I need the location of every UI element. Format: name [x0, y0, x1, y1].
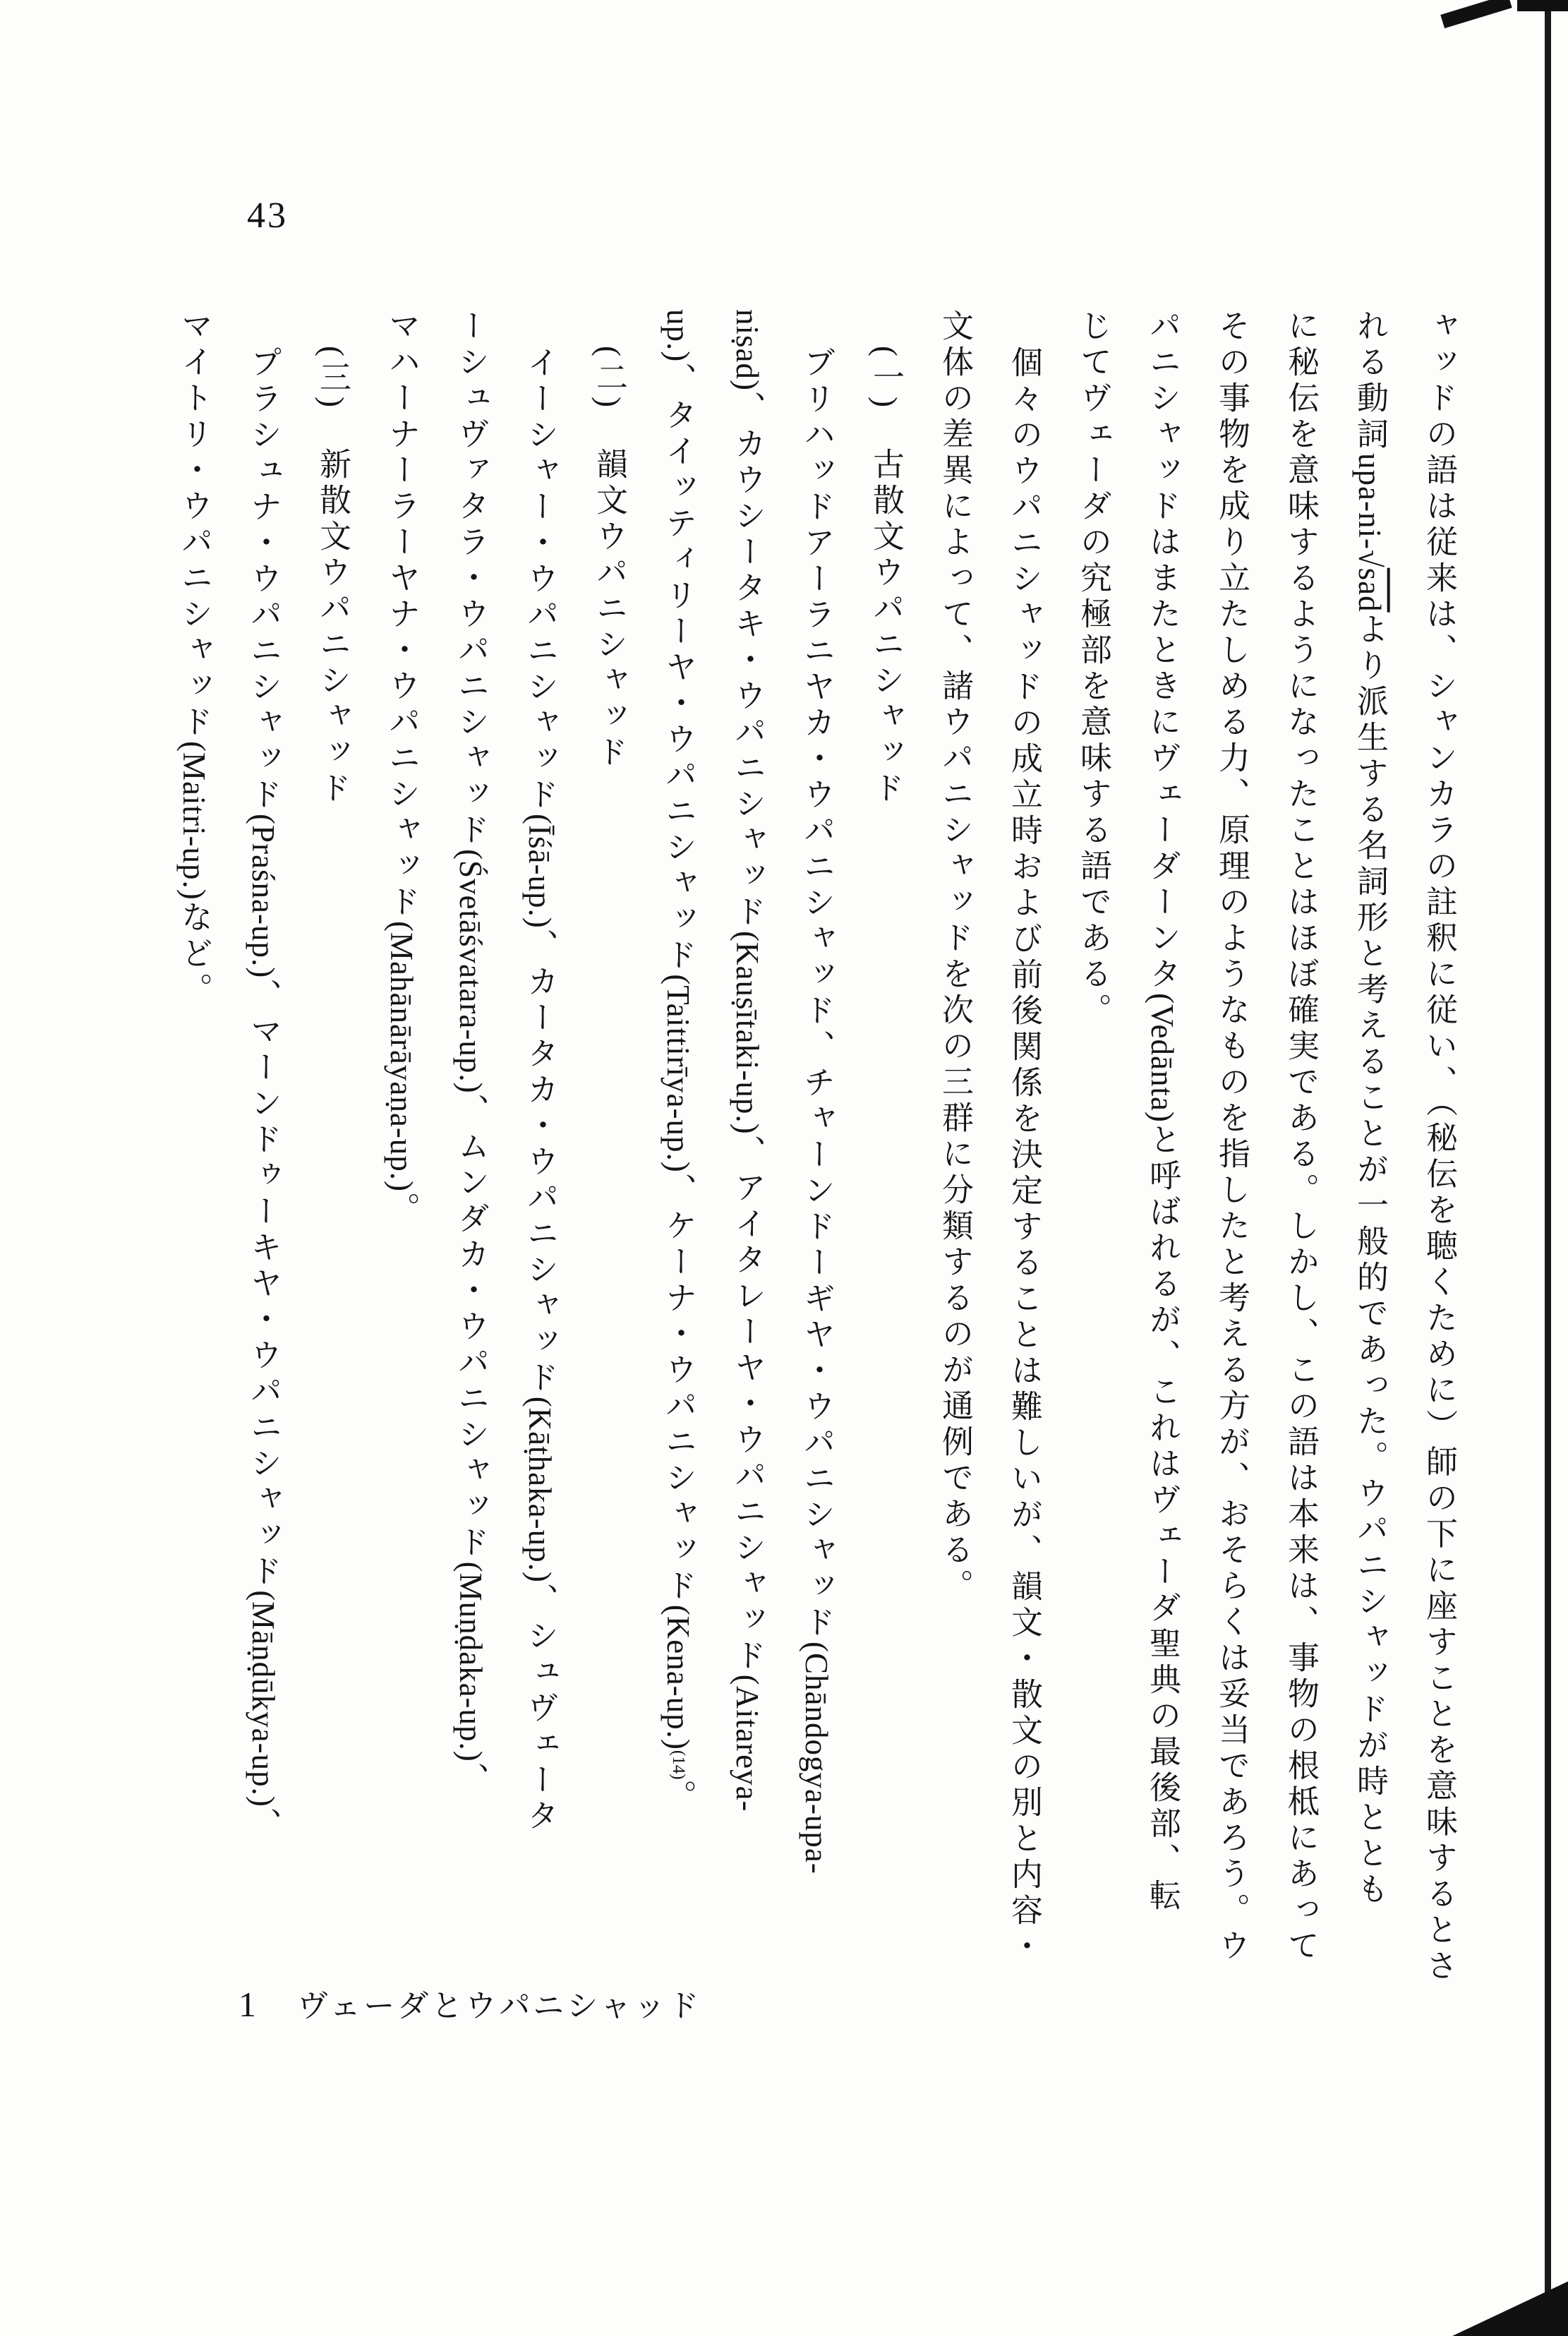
text-segment: プラシュナ・ウパニシャッド — [246, 346, 281, 814]
text-segment: 、カウシータキ・ウパニシャッド — [730, 390, 765, 931]
text-segment: パニシャッドはまたときにヴェーダーンタ — [1145, 309, 1180, 993]
section-heading-column — [574, 309, 644, 1989]
text-column — [505, 309, 574, 1989]
text-segment: (Muṇḍaka-up.) — [453, 1561, 488, 1762]
text-segment: (Aitareya- — [730, 1674, 765, 1812]
text-column — [229, 309, 298, 1989]
page-number: 43 — [247, 195, 288, 236]
scan-mark-top-corner — [1517, 0, 1568, 11]
text-column — [1404, 309, 1473, 1989]
text-segment: じてヴェーダの究極部を意味する語である。 — [1075, 309, 1111, 1029]
text-column — [920, 309, 989, 1989]
text-columns — [159, 309, 1473, 1989]
text-segment: (Īśā-up.) — [522, 814, 557, 929]
text-column — [989, 309, 1059, 1989]
text-segment: 、アイタレーヤ・ウパニシャッド — [730, 1134, 765, 1675]
text-segment: (三) 新散文ウパニシャッド — [315, 346, 350, 807]
text-segment: (Praśna-up.) — [246, 814, 281, 979]
text-segment: 、 — [453, 1762, 488, 1798]
text-segment: upa-ni-√ — [1352, 453, 1387, 568]
text-segment: (Vedānta) — [1145, 993, 1180, 1123]
text-column — [1266, 309, 1335, 1989]
text-segment: (Chāndogya-upa- — [799, 1642, 834, 1874]
footer-section-number: 1 — [239, 1985, 256, 2024]
text-segment: ャッドの語は従来は、シャンカラの註釈に従い、（秘伝を聴くために）師の下に座すことを意味するとさ — [1421, 309, 1457, 1985]
text-segment: その事物を成り立たしめる力、原理のようなものを指したと考える方が、おそらくは妥当であろう。ウ — [1214, 309, 1249, 1965]
text-segment: (Maitri-up.) — [176, 741, 212, 901]
text-segment: マイトリ・ウパニシャッド — [176, 309, 212, 741]
text-segment: (一) 古散文ウパニシャッド — [868, 346, 903, 807]
text-segment: 、シュヴェータ — [522, 1582, 557, 1835]
text-segment: ーシュヴァタラ・ウパニシャッド — [453, 309, 488, 849]
text-column — [1059, 309, 1128, 1989]
text-column — [1335, 309, 1404, 1989]
text-column — [367, 309, 436, 1989]
section-heading-column — [298, 309, 367, 1989]
text-segment: 。 — [384, 1192, 419, 1229]
text-segment: 。 — [661, 1779, 696, 1816]
text-column — [644, 309, 713, 1989]
scan-mark-top-right — [1440, 0, 1512, 28]
text-segment: (Kāṭhaka-up.) — [522, 1396, 557, 1583]
text-segment: 、マーンドゥーキヤ・ウパニシャッド — [246, 978, 281, 1591]
text-segment: (Kauṣītaki-up.) — [730, 930, 765, 1135]
text-segment: niṣad) — [730, 309, 765, 391]
text-segment: 、タイッティリーヤ・ウパニシャッド — [661, 362, 696, 975]
footer-section-title: ヴェーダとウパニシャッド — [297, 1989, 702, 2023]
text-segment: (Śvetāśvatara-up.) — [453, 849, 488, 1094]
text-column — [1197, 309, 1266, 1989]
text-column — [713, 309, 782, 1989]
text-segment: 文体の差異によって、諸ウパニシャッドを次の三群に分類するのが通例である。 — [937, 309, 972, 1605]
text-segment: (Mahānārāyaṇa-up.) — [384, 921, 419, 1193]
text-segment: イーシャー・ウパニシャッド — [522, 346, 557, 814]
text-segment: up.) — [661, 309, 696, 363]
footnote-marker: (14) — [669, 1750, 688, 1780]
text-column — [159, 309, 229, 1989]
text-segment: (Kena-up.) — [661, 1604, 696, 1750]
text-segment: より派生する名詞形と考えることが一般的であった。ウパニシャッドが時ととも — [1352, 612, 1387, 1908]
text-segment: 、ムンダカ・ウパニシャッド — [453, 1093, 488, 1562]
text-segment: マハーナーラーヤナ・ウパニシャッド — [384, 309, 419, 921]
text-segment: 、カータカ・ウパニシャッド — [522, 928, 557, 1397]
text-segment: (二) 韻文ウパニシャッド — [591, 346, 627, 771]
section-heading-column — [851, 309, 920, 1989]
text-segment: に秘伝を意味するようになったことはほぼ確実である。しかし、この語は本来は、事物の根柢にあって — [1283, 309, 1318, 1965]
text-segment: 、 — [246, 1807, 281, 1843]
text-segment: ブリハッドアーラニヤカ・ウパニシャッド、チャーンドーギヤ・ウパニシャッド — [799, 346, 834, 1642]
text-segment: (Taittirīya-up.) — [661, 974, 696, 1173]
text-segment: 個々のウパニシャッドの成立時および前後関係を決定することは難しいが、韻文・散文の別と内容・ — [1006, 346, 1042, 1965]
text-segment: など。 — [176, 900, 212, 1009]
text-column — [782, 309, 851, 1989]
text-segment: 、ケーナ・ウパニシャッド — [661, 1172, 696, 1605]
text-segment: と呼ばれるが、これはヴェーダ聖典の最後部、転 — [1145, 1122, 1180, 1915]
text-column — [436, 309, 505, 1989]
text-column — [1128, 309, 1197, 1989]
text-segment: れる動詞 — [1352, 309, 1387, 453]
running-footer — [239, 1980, 701, 2025]
text-segment: sad — [1352, 567, 1387, 613]
scan-edge-line — [1545, 0, 1551, 2336]
text-segment: (Māṇḍūkya-up.) — [246, 1590, 281, 1807]
